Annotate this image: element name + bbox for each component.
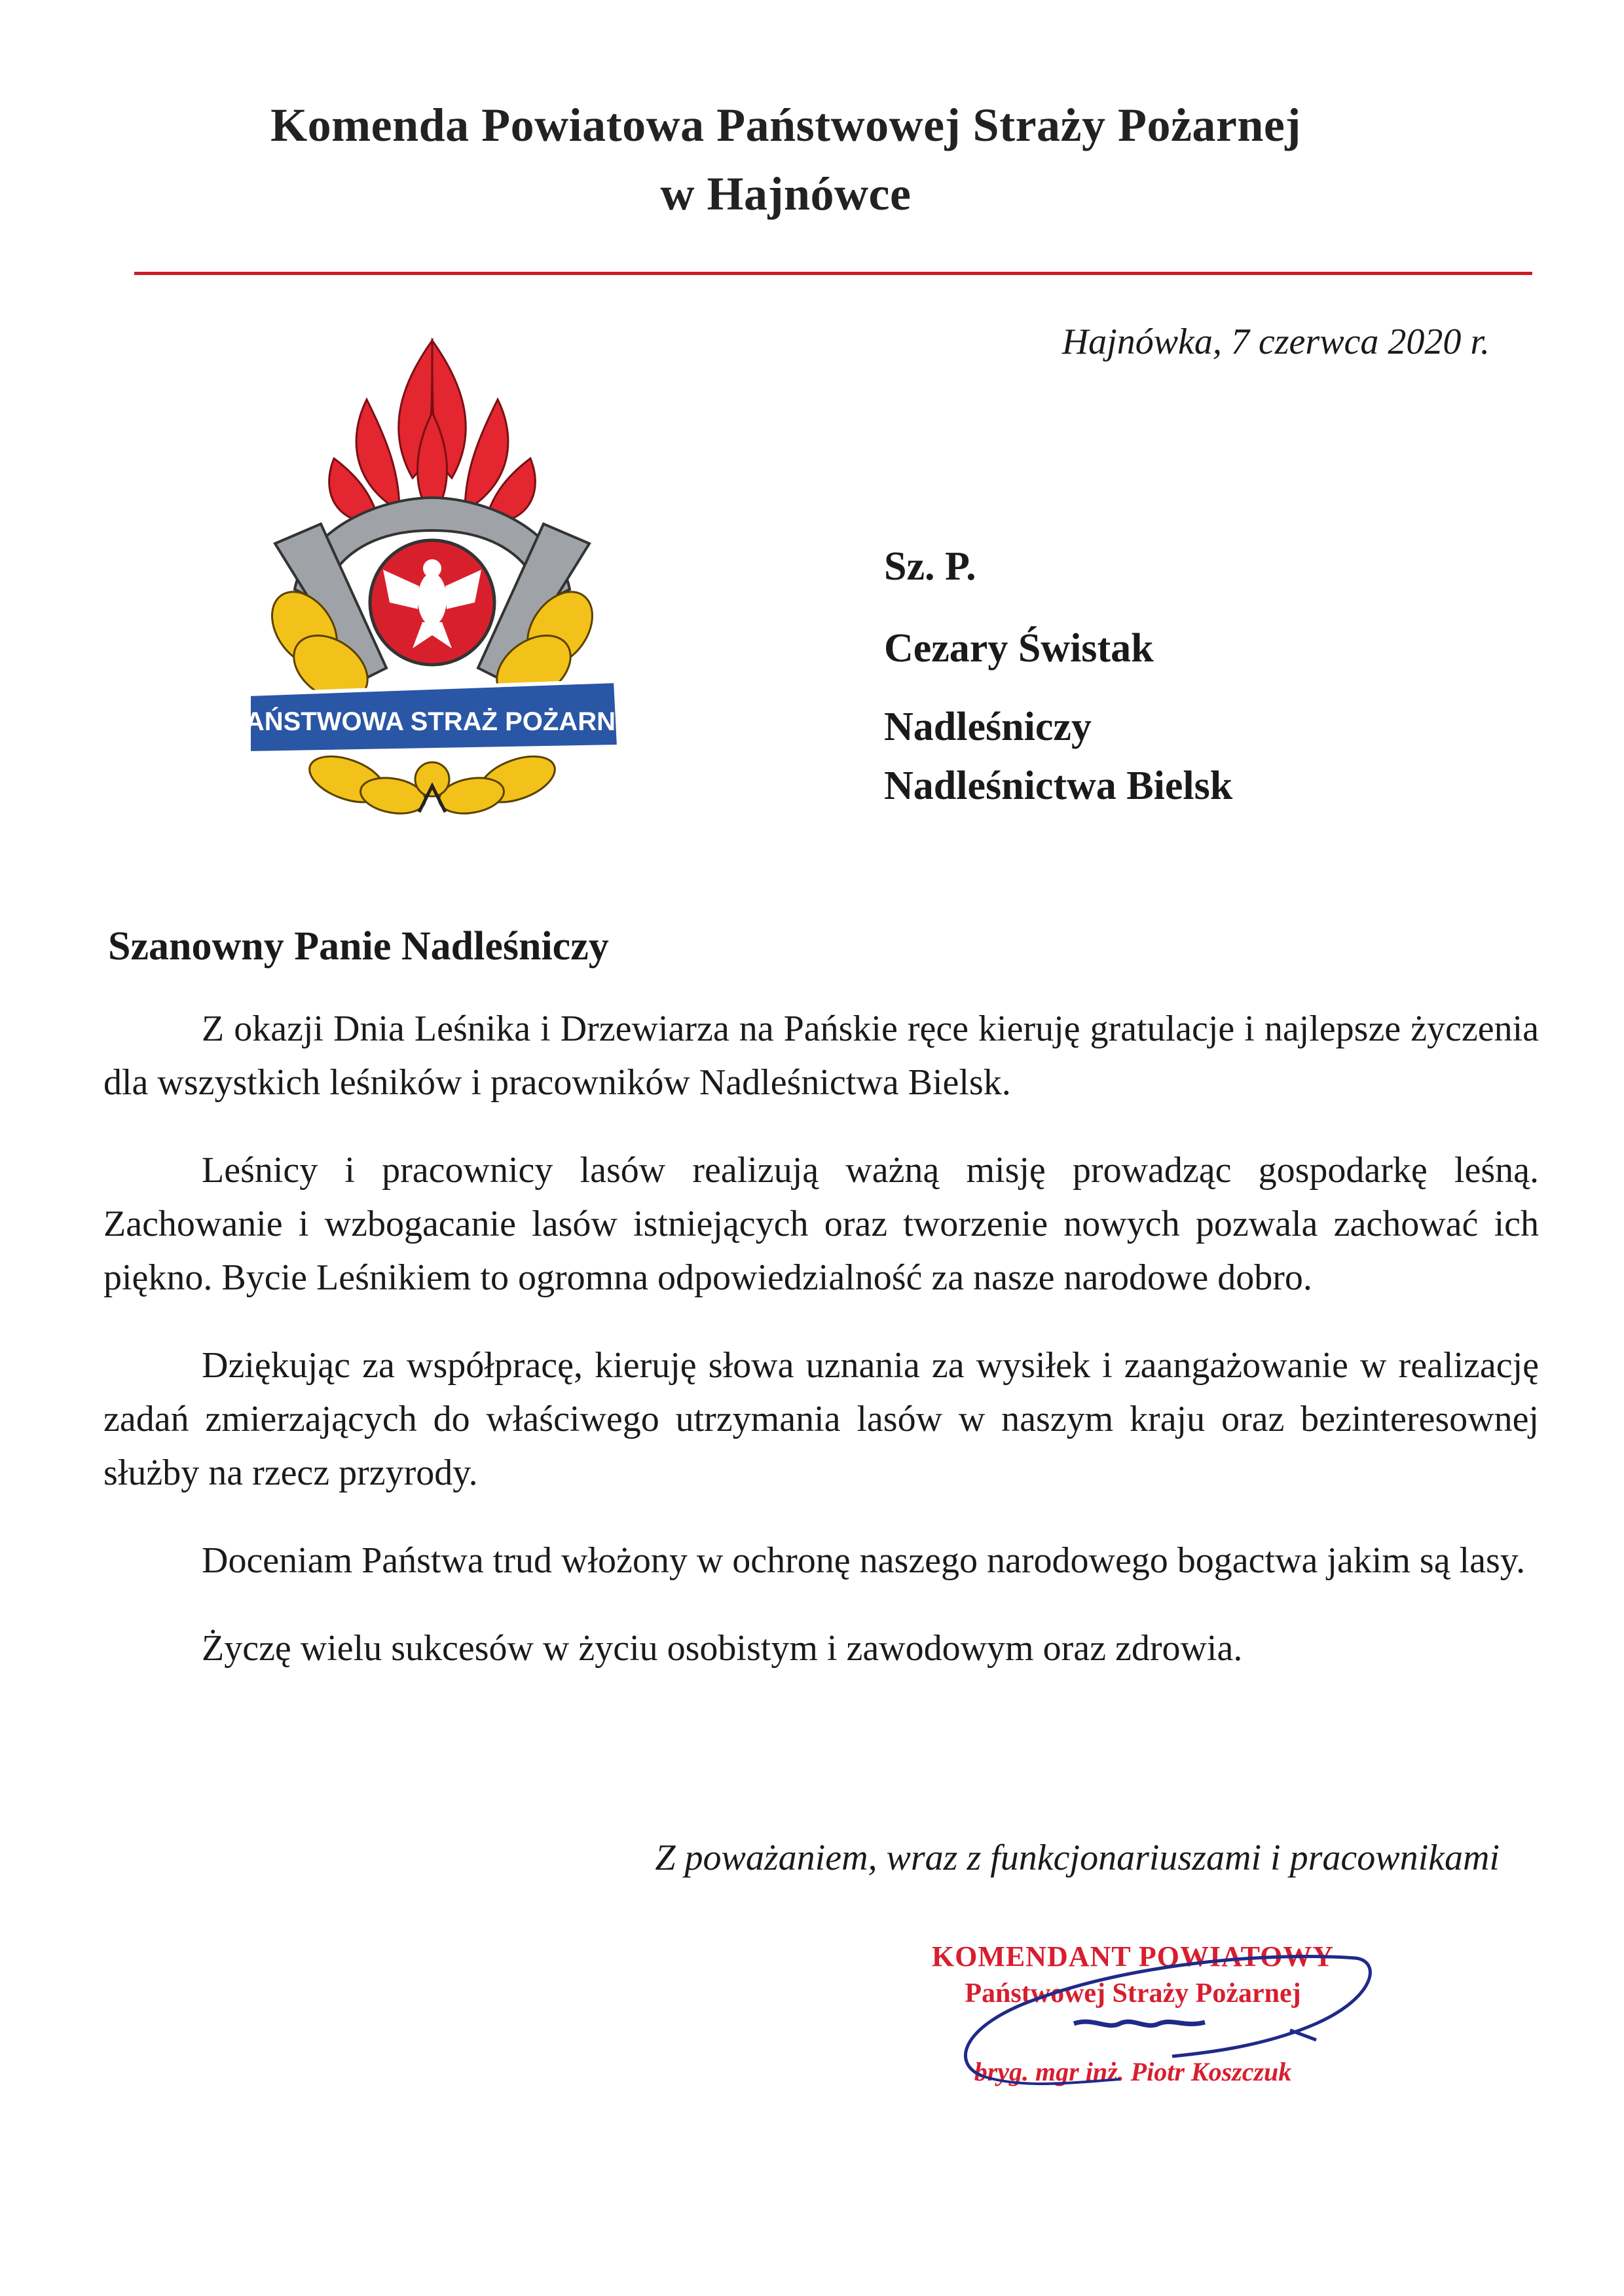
- recipient-institution: Nadleśnictwa Bielsk: [884, 764, 1233, 808]
- salutation: Szanowny Panie Nadleśniczy: [108, 924, 609, 969]
- paragraph-1: Z okazji Dnia Leśnika i Drzewiarza na Pańskie ręce kieruję gratulacje i najlepsze życzenia dla wszystkich leśników i pracowników Nadleśnictwa Bielsk.: [103, 1009, 1539, 1103]
- header-title-line2: w Hajnówce: [660, 168, 912, 220]
- header-divider: [134, 272, 1532, 275]
- signature: [923, 1925, 1382, 2122]
- paragraph-5: Życzę wielu sukcesów w życiu osobistym i zawodowym oraz zdrowia.: [202, 1628, 1243, 1669]
- paragraph-2: Leśnicy i pracownicy lasów realizują ważną misję prowadząc gospodarkę leśną. Zachowanie i wzbogacanie lasów istniejących oraz tworzenie nowych pozwala zachować ich piękno. Bycie Leśnikiem to ogromna odpowiedzialność za nasze narodowe dobro.: [103, 1150, 1539, 1298]
- place-and-date: Hajnówka, 7 czerwca 2020 r.: [1061, 322, 1490, 362]
- stamp-signatory: bryg. mgr inż. Piotr Koszczuk: [974, 2057, 1292, 2086]
- closing-line: Z poważaniem, wraz z funkcjonariuszami i pracownikami: [655, 1838, 1500, 1878]
- stamp-line1: KOMENDANT POWIATOWY: [931, 1940, 1335, 1972]
- recipient-title: Nadleśniczy: [884, 705, 1092, 749]
- recipient-name: Cezary Świstak: [884, 626, 1154, 671]
- stamp-line2: Państwowej Straży Pożarnej: [965, 1978, 1301, 2009]
- header-title-line1: Komenda Powiatowa Państwowej Straży Pożarnej: [270, 99, 1301, 151]
- paragraph-4: Doceniam Państwa trud włożony w ochronę naszego narodowego bogactwa jakim są lasy.: [202, 1540, 1526, 1581]
- psp-emblem-icon: [236, 327, 629, 825]
- paragraph-3: Dziękując za współpracę, kieruję słowa uznania za wysiłek i zaangażowanie w realizację zadań zmierzających do właściwego utrzymania lasów w naszym kraju oraz bezinteresownej służby na rzecz przyrody.: [103, 1345, 1539, 1493]
- emblem-banner-text: PAŃSTWOWA STRAŻ POŻARNA: [236, 707, 629, 736]
- recipient-prefix: Sz. P.: [884, 544, 976, 589]
- letter-body: [103, 1002, 1539, 1709]
